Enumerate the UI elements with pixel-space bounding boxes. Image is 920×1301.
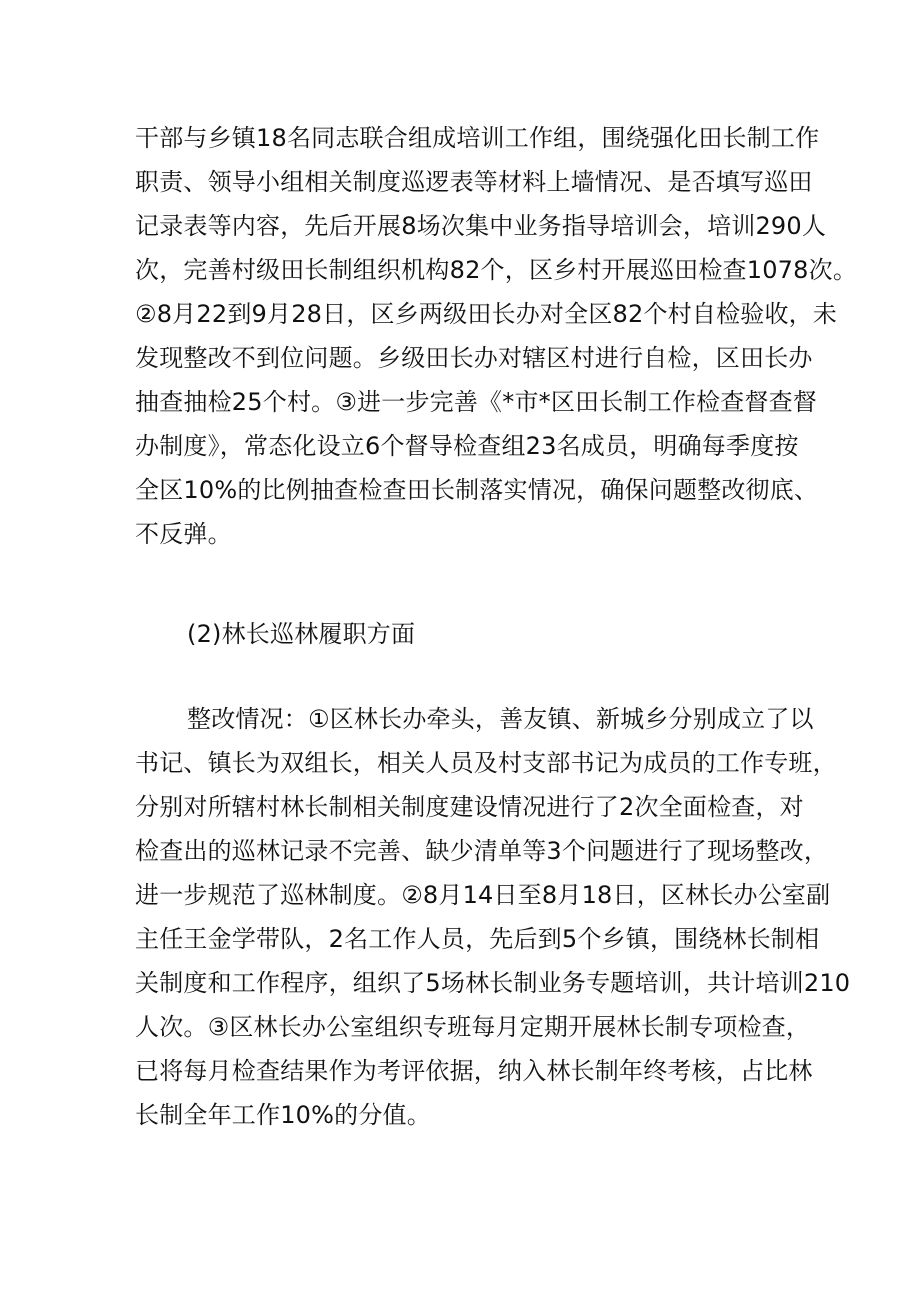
- text-line: 长制全年工作10%的分值。: [135, 1101, 431, 1129]
- text-line: 不反弹。: [135, 520, 232, 548]
- text-line: 抽查抽检25个村。③进一步完善《*市*区田长制工作检查督查督: [135, 388, 818, 416]
- text-line: 干部与乡镇18名同志联合组成培训工作组，围绕强化田长制工作: [135, 124, 820, 152]
- text-line: 已将每月检查结果作为考评依据，纳入林长制年终考核，占比林: [135, 1057, 813, 1085]
- paragraph-field-chief-inspection: [135, 116, 858, 556]
- text-line: 全区10%的比例抽查检查田长制落实情况，确保问题整改彻底、: [135, 476, 819, 504]
- text-line: 职责、领导小组相关制度巡逻表等材料上墙情况、是否填写巡田: [135, 168, 813, 196]
- text-line: 检查出的巡林记录不完善、缺少清单等3个问题进行了现场整改，: [135, 837, 829, 865]
- paragraph-forest-chief-rectification: [135, 697, 851, 1137]
- text-line: 发现整改不到位问题。乡级田长办对辖区村进行自检，区田长办: [135, 344, 813, 372]
- text-line: 记录表等内容，先后开展8场次集中业务指导培训会，培训290人: [135, 212, 827, 240]
- text-line: 书记、镇长为双组长，相关人员及村支部书记为成员的工作专班，: [135, 749, 837, 777]
- text-line: ②8月22到9月28日，区乡两级田长办对全区82个村自检验收，未: [135, 300, 838, 328]
- text-line: 主任王金学带队，2名工作人员，先后到5个乡镇，围绕林长制相: [135, 925, 820, 953]
- text-line: 整改情况：①区林长办牵头，善友镇、新城乡分别成立了以: [187, 705, 814, 733]
- text-line: 进一步规范了巡林制度。②8月14日至8月18日，区林长办公室副: [135, 881, 831, 909]
- section-heading: [135, 612, 795, 656]
- text-line: 次，完善村级田长制组织机构82个，区乡村开展巡田检查1078次。: [135, 256, 858, 284]
- text-line: 人次。③区林长办公室组织专班每月定期开展林长制专项检查，: [135, 1013, 811, 1041]
- text-line: 关制度和工作程序，组织了5场林长制业务专题培训，共计培训210: [135, 969, 851, 997]
- text-line: 办制度》，常态化设立6个督导检查组23名成员，明确每季度按: [135, 432, 799, 460]
- section-heading-text: (2)林长巡林履职方面: [187, 620, 416, 648]
- text-line: 分别对所辖村林长制相关制度建设情况进行了2次全面检查，对: [135, 793, 804, 821]
